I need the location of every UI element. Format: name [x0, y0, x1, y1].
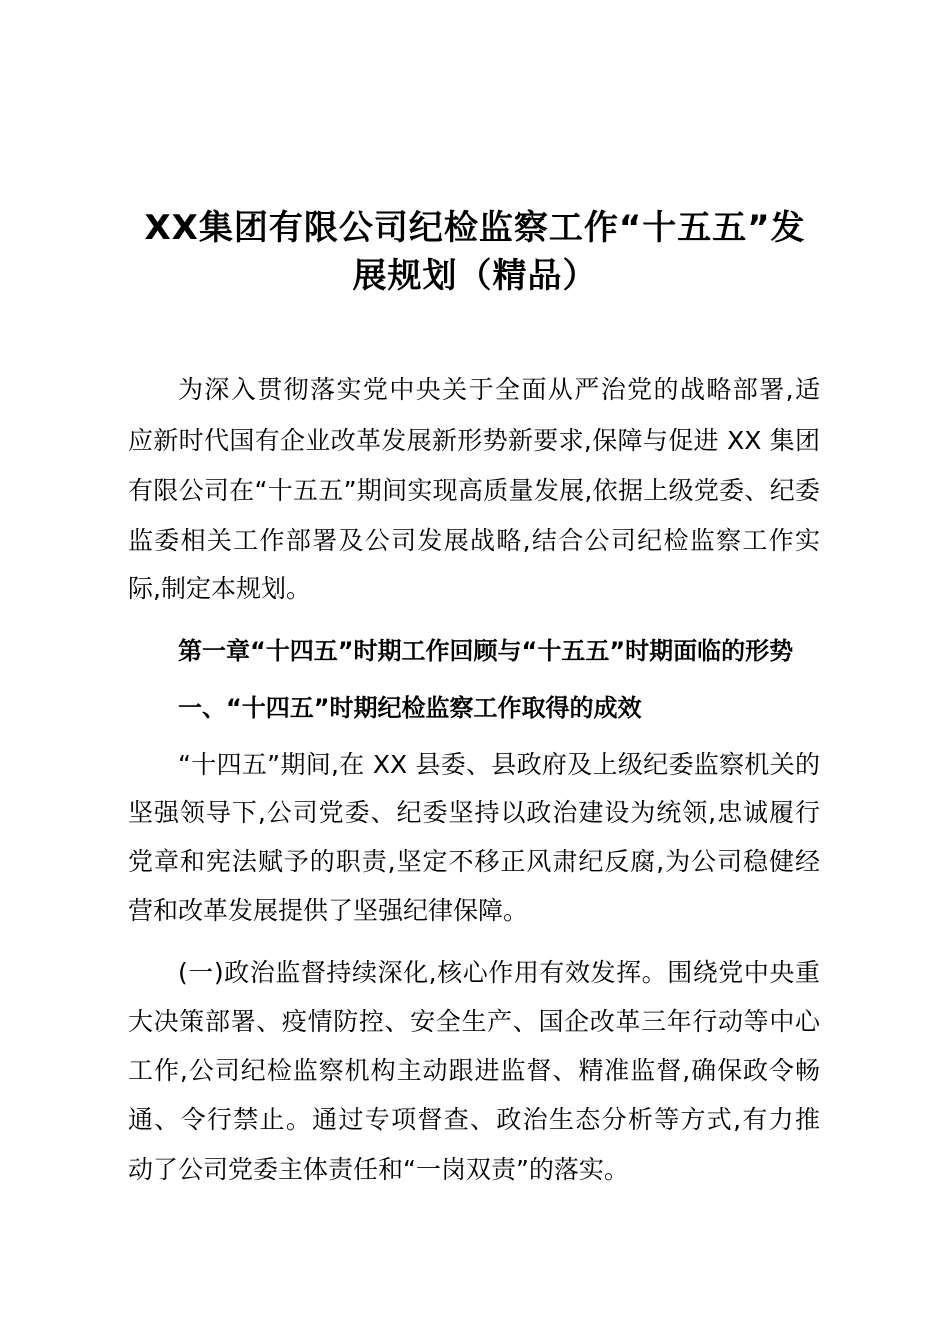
text-line: 动了公司党委主体责任和“一岗双责”的落实。 [128, 1155, 629, 1184]
section-heading: 一、“十四五”时期纪检监察工作取得的成效 [178, 694, 642, 722]
text-line: 应新时代国有企业改革发展新形势新要求,保障与促进 XX 集团 [128, 426, 820, 455]
text-line: 际,制定本规划。 [128, 574, 311, 603]
text-line: 工作,公司纪检监察机构主动跟进监督、精准监督,确保政令畅 [128, 1056, 820, 1085]
text-line: 有限公司在“十五五”期间实现高质量发展,依据上级党委、纪委 [128, 476, 820, 505]
text-line: 营和改革发展提供了坚强纪律保障。 [128, 896, 529, 925]
text-line: 为深入贯彻落实党中央关于全面从严治党的战略部署,适 [178, 375, 820, 404]
title-line: XX集团有限公司纪检监察工作“十五五”发 [144, 208, 806, 248]
text-line: 监委相关工作部署及公司发展战略,结合公司纪检监察工作实 [128, 526, 820, 555]
text-line: “十四五”期间,在 XX 县委、县政府及上级纪委监察机关的 [178, 750, 820, 779]
text-line: 通、令行禁止。通过专项督查、政治生态分析等方式,有力推 [128, 1105, 820, 1134]
text-line: 大决策部署、疫情防控、安全生产、国企改革三年行动等中心 [128, 1007, 820, 1036]
title-line: 展规划（精品） [352, 256, 598, 296]
text-line: (一)政治监督持续深化,核心作用有效发挥。围绕党中央重 [178, 958, 820, 987]
chapter-heading: 第一章“十四五”时期工作回顾与“十五五”时期面临的形势 [178, 637, 794, 665]
text-line: 坚强领导下,公司党委、纪委坚持以政治建设为统领,忠诚履行 [128, 798, 820, 827]
text-line: 党章和宪法赋予的职责,坚定不移正风肃纪反腐,为公司稳健经 [128, 847, 820, 876]
